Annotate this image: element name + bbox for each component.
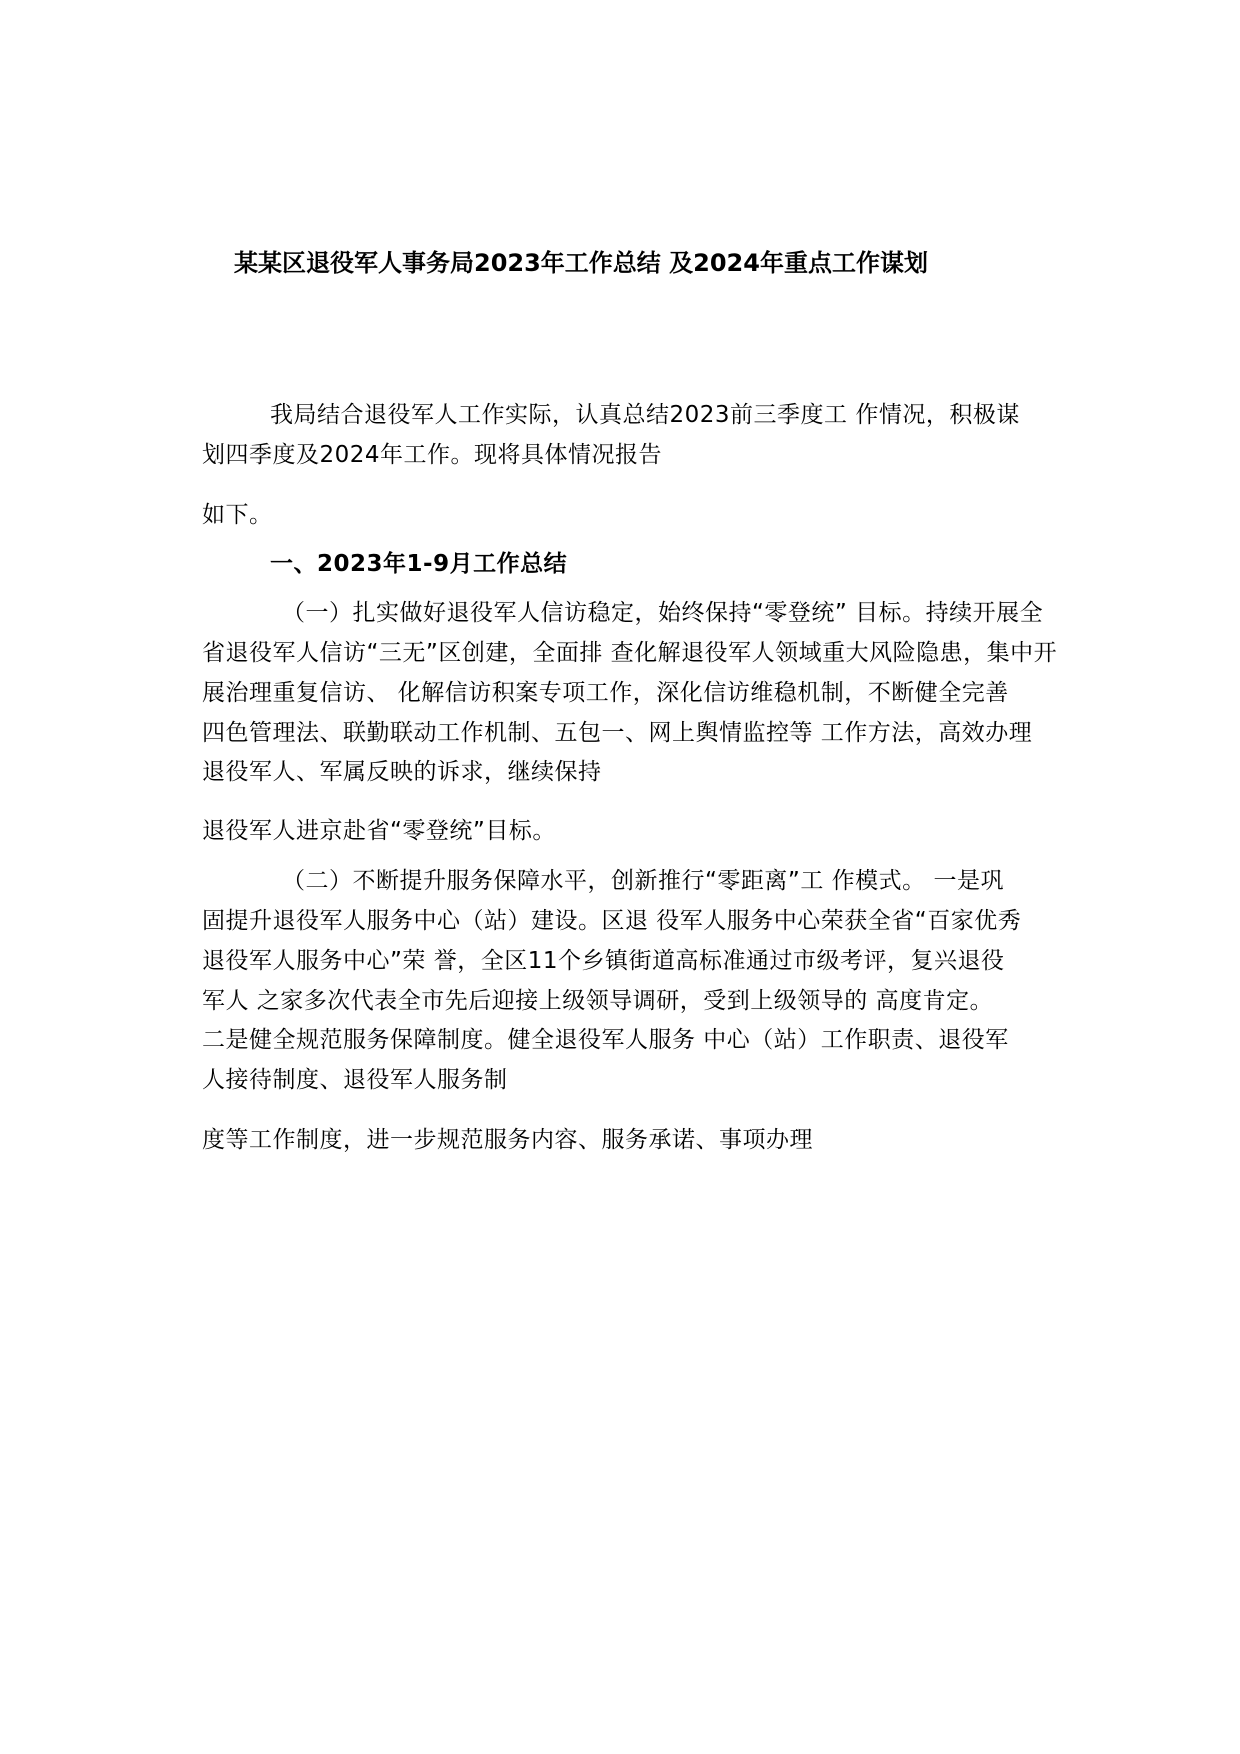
paragraph-line: 退役军人服务中心”荣 誉，全区11个乡镇街道高标准通过市级考评，复兴退役 bbox=[202, 948, 1005, 974]
document-title: 某某区退役军人事务局2023年工作总结 及2024年重点工作谋划 bbox=[234, 249, 928, 277]
paragraph-line: 军人 之家多次代表全市先后迎接上级领导调研，受到上级领导的 高度肯定。 bbox=[202, 988, 994, 1014]
paragraph-line: （一）扎实做好退役军人信访稳定，始终保持“零登统” 目标。持续开展全 bbox=[282, 600, 1044, 626]
paragraph-line: 四色管理法、联勤联动工作机制、五包一、网上舆情监控等 工作方法，高效办理 bbox=[202, 720, 1033, 746]
paragraph-line: 人接待制度、退役军人服务制 bbox=[202, 1067, 508, 1093]
paragraph-line: 退役军人、军属反映的诉求，继续保持 bbox=[202, 759, 602, 785]
section-heading: 一、2023年1-9月工作总结 bbox=[270, 551, 568, 577]
paragraph-line: 度等工作制度，进一步规范服务内容、服务承诺、事项办理 bbox=[202, 1127, 813, 1153]
paragraph-line: 退役军人进京赴省“零登统”目标。 bbox=[202, 818, 556, 844]
paragraph-line: 二是健全规范服务保障制度。健全退役军人服务 中心（站）工作职责、退役军 bbox=[202, 1027, 1009, 1053]
paragraph-line: （二）不断提升服务保障水平，创新推行“零距离”工 作模式。 一是巩 bbox=[282, 868, 1004, 894]
paragraph-line: 固提升退役军人服务中心（站）建设。区退 役军人服务中心荣获全省“百家优秀 bbox=[202, 908, 1022, 934]
intro-line: 如下。 bbox=[202, 502, 273, 528]
intro-line: 我局结合退役军人工作实际，认真总结2023前三季度工 作情况，积极谋 bbox=[270, 402, 1020, 428]
paragraph-line: 展治理重复信访、 化解信访积案专项工作，深化信访维稳机制，不断健全完善 bbox=[202, 680, 1009, 706]
intro-line: 划四季度及2024年工作。现将具体情况报告 bbox=[202, 442, 663, 468]
paragraph-line: 省退役军人信访“三无”区创建，全面排 查化解退役军人领域重大风险隐患，集中开 bbox=[202, 640, 1058, 666]
